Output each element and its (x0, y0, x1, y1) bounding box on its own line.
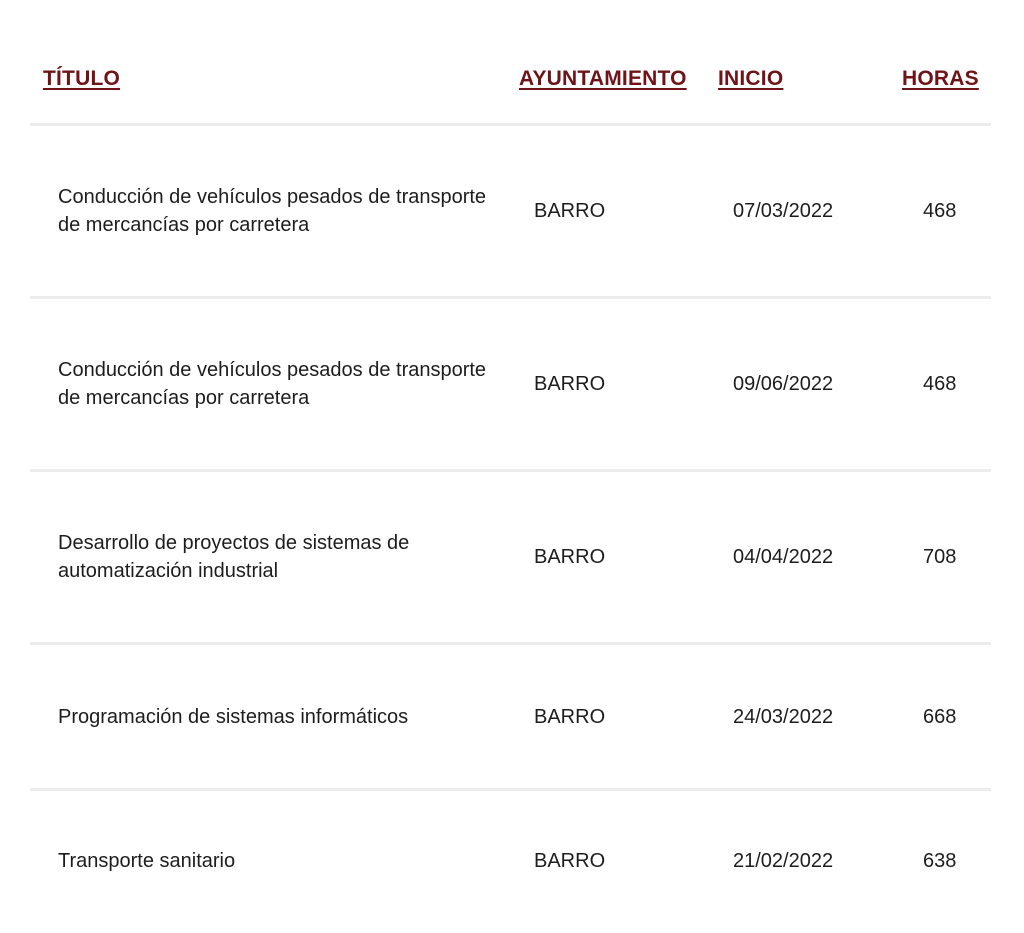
cell-inicio: 21/02/2022 (733, 850, 834, 872)
table-row (30, 645, 991, 791)
cell-ayuntamiento: BARRO (534, 373, 606, 395)
cell-ayuntamiento: BARRO (534, 850, 606, 872)
cell-horas: 668 (923, 705, 957, 728)
table-row (30, 472, 991, 645)
cell-inicio: 09/06/2022 (733, 373, 834, 395)
table-row (30, 126, 991, 299)
cell-titulo: Conducción de vehículos pesados de transporte de mercancías por carretera (58, 186, 487, 236)
cell-titulo: Programación de sistemas informáticos (58, 705, 409, 728)
cell-horas: 708 (923, 546, 957, 568)
cell-titulo: Desarrollo de proyectos de sistemas de automatización industrial (58, 532, 410, 582)
courses-table (30, 0, 991, 931)
cell-horas: 468 (923, 200, 957, 222)
column-header-inicio[interactable]: INICIO (718, 67, 784, 90)
column-header-ayuntamiento[interactable]: AYUNTAMIENTO (519, 67, 687, 90)
cell-inicio: 07/03/2022 (733, 200, 834, 222)
table-header (30, 0, 991, 126)
cell-titulo: Conducción de vehículos pesados de transporte de mercancías por carretera (58, 359, 487, 409)
cell-ayuntamiento: BARRO (534, 705, 606, 728)
table-row (30, 791, 991, 931)
cell-horas: 468 (923, 373, 957, 395)
cell-inicio: 04/04/2022 (733, 546, 834, 568)
cell-inicio: 24/03/2022 (733, 705, 834, 728)
cell-titulo: Transporte sanitario (58, 850, 236, 872)
cell-ayuntamiento: BARRO (534, 546, 606, 568)
table-row (30, 299, 991, 472)
cell-ayuntamiento: BARRO (534, 200, 606, 222)
column-header-titulo[interactable]: TÍTULO (43, 67, 121, 90)
column-header-horas[interactable]: HORAS (902, 67, 979, 90)
cell-horas: 638 (923, 850, 957, 872)
